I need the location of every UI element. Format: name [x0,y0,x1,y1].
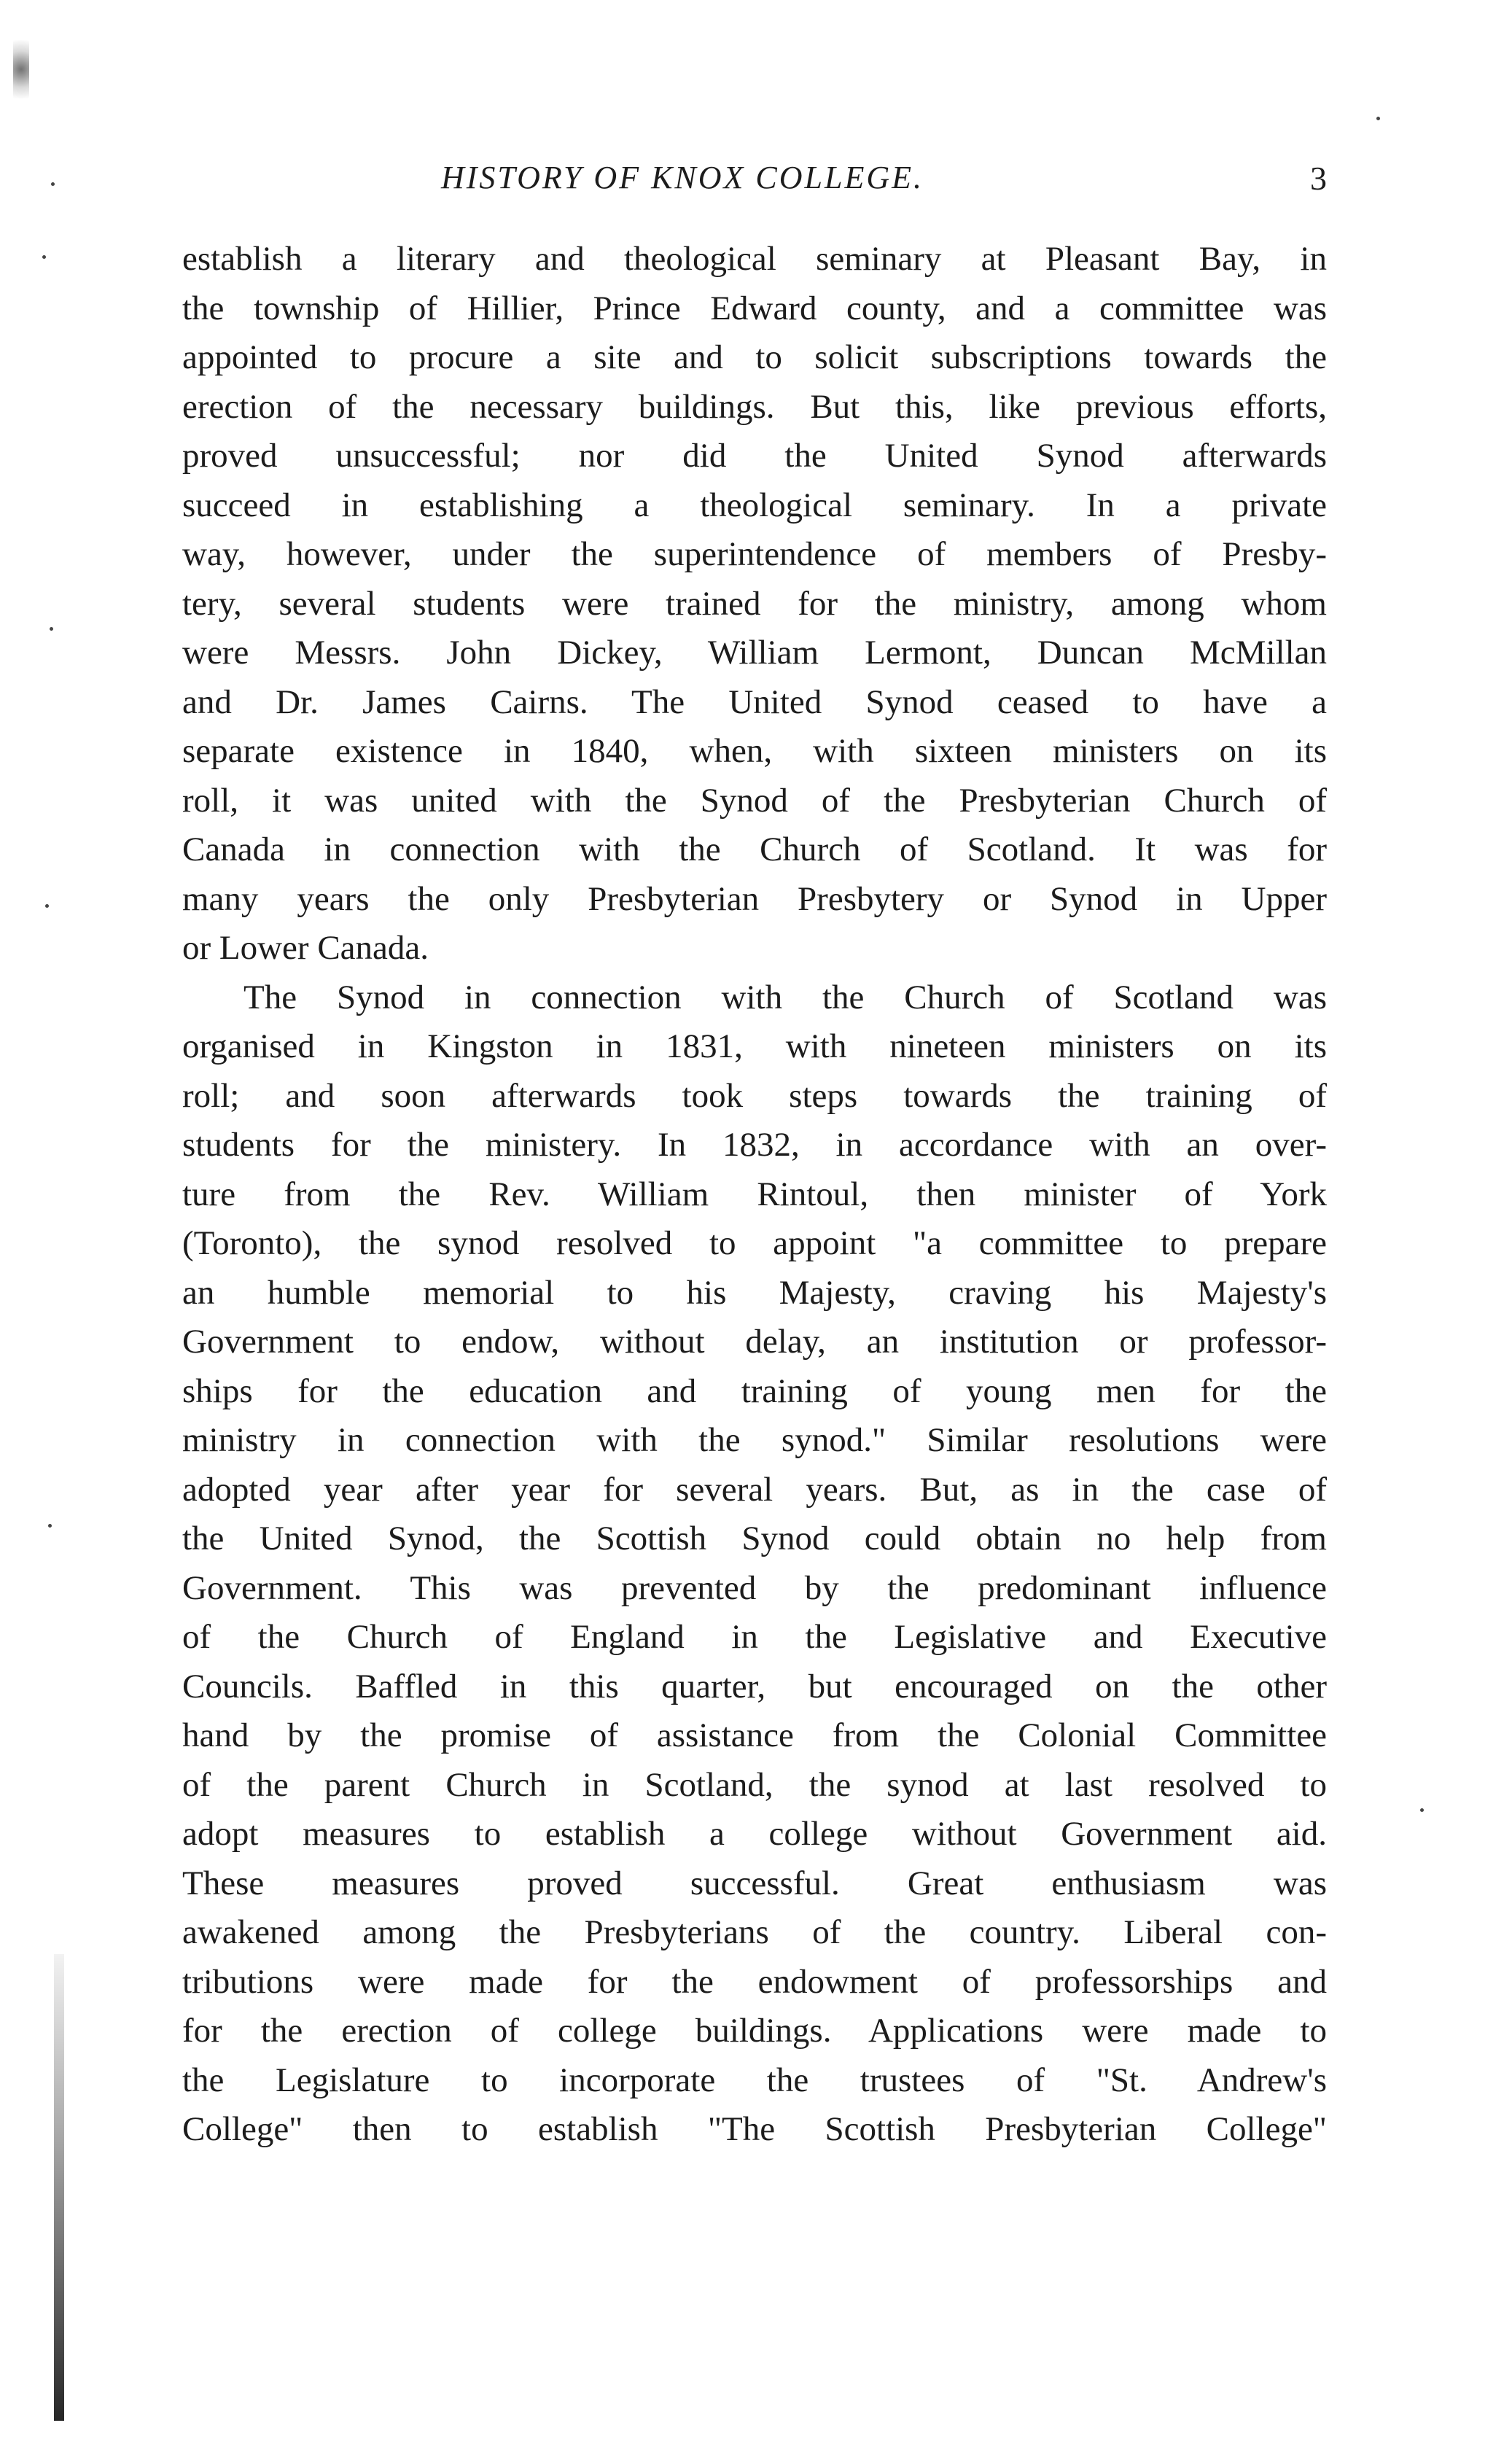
text-line: separate existence in 1840, when, with sixteen ministers on its [182,732,1327,770]
paragraph-2 [182,973,1327,2155]
text-line: the township of Hillier, Prince Edward county, and a committee was [182,289,1327,327]
text-line: were Messrs. John Dickey, William Lermont, Duncan McMillan [182,634,1327,672]
scan-binding-shadow [54,1954,64,2421]
text-line: tributions were made for the endowment of professorships and [182,1962,1327,2001]
text-line: ture from the Rev. William Rintoul, then minister of York [182,1175,1327,1213]
text-line: an humble memorial to his Majesty, craving his Majesty's [182,1273,1327,1312]
scan-speck [1376,117,1380,120]
scan-speck [48,1524,52,1528]
text-line: erection of the necessary buildings. But this, like previous efforts, [182,387,1327,426]
text-line: establish a literary and theological seminary at Pleasant Bay, in [182,240,1327,278]
text-line: ships for the education and training of young men for the [182,1372,1327,1410]
text-line: hand by the promise of assistance from the Colonial Committee [182,1716,1327,1754]
text-line: the Legislature to incorporate the trustees of "St. Andrew's [182,2061,1327,2099]
text-line: of the parent Church in Scotland, the synod at last resolved to [182,1765,1327,1804]
text-line: ministry in connection with the synod." Similar resolutions were [182,1421,1327,1459]
scan-speck [51,182,55,186]
text-line: These measures proved successful. Great enthusiasm was [182,1864,1327,1902]
text-line: appointed to procure a site and to solicit subscriptions towards the [182,338,1327,376]
text-line: tery, several students were trained for the ministry, among whom [182,584,1327,623]
text-line: or Lower Canada. [182,929,429,967]
text-line: the United Synod, the Scottish Synod could obtain no help from [182,1520,1327,1557]
scan-speck [45,904,49,908]
scan-speck [50,627,53,631]
text-line: of the Church of England in the Legislative and Executive [182,1618,1327,1656]
page-number: 3 [1310,160,1327,197]
text-line: (Toronto), the synod resolved to appoint "a committee to prepare [182,1224,1327,1262]
text-line: adopt measures to establish a college without Government aid. [182,1815,1327,1853]
text-line: Government to endow, without delay, an institution or professor- [182,1323,1327,1361]
text-line: students for the ministery. In 1832, in accordance with an over- [182,1126,1327,1164]
scan-artifact [13,40,29,98]
text-line: roll, it was united with the Synod of the Presbyterian Church of [182,781,1327,820]
text-line: way, however, under the superintendence of members of Presby- [182,535,1327,573]
text-line: College" then to establish "The Scottish Presbyterian College" [182,2110,1327,2148]
text-line: and Dr. James Cairns. The United Synod ceased to have a [182,682,1327,721]
scan-speck [42,255,46,259]
running-head [182,159,1327,210]
text-line: awakened among the Presbyterians of the country. Liberal con- [182,1913,1327,1951]
running-title: HISTORY OF KNOX COLLEGE. [441,160,924,195]
text-line: many years the only Presbyterian Presbytery or Synod in Upper [182,879,1327,918]
text-line: adopted year after year for several years. But, as in the case of [182,1470,1327,1509]
text-line: proved unsuccessful; nor did the United Synod afterwards [182,437,1327,475]
scan-speck [1420,1808,1424,1812]
paragraph-1 [182,235,1327,973]
text-line: Councils. Baffled in this quarter, but encouraged on the other [182,1667,1327,1705]
text-line: Canada in connection with the Church of Scotland. It was for [182,830,1327,868]
text-line: Government. This was prevented by the predominant influence [182,1568,1327,1607]
text-line: succeed in establishing a theological seminary. In a private [182,486,1327,524]
text-line: The Synod in connection with the Church of Scotland was [243,978,1327,1016]
text-line: roll; and soon afterwards took steps towards the training of [182,1076,1327,1115]
body-text [182,235,1327,2155]
text-line: for the erection of college buildings. Applications were made to [182,2012,1327,2050]
text-line: organised in Kingston in 1831, with nineteen ministers on its [182,1027,1327,1065]
